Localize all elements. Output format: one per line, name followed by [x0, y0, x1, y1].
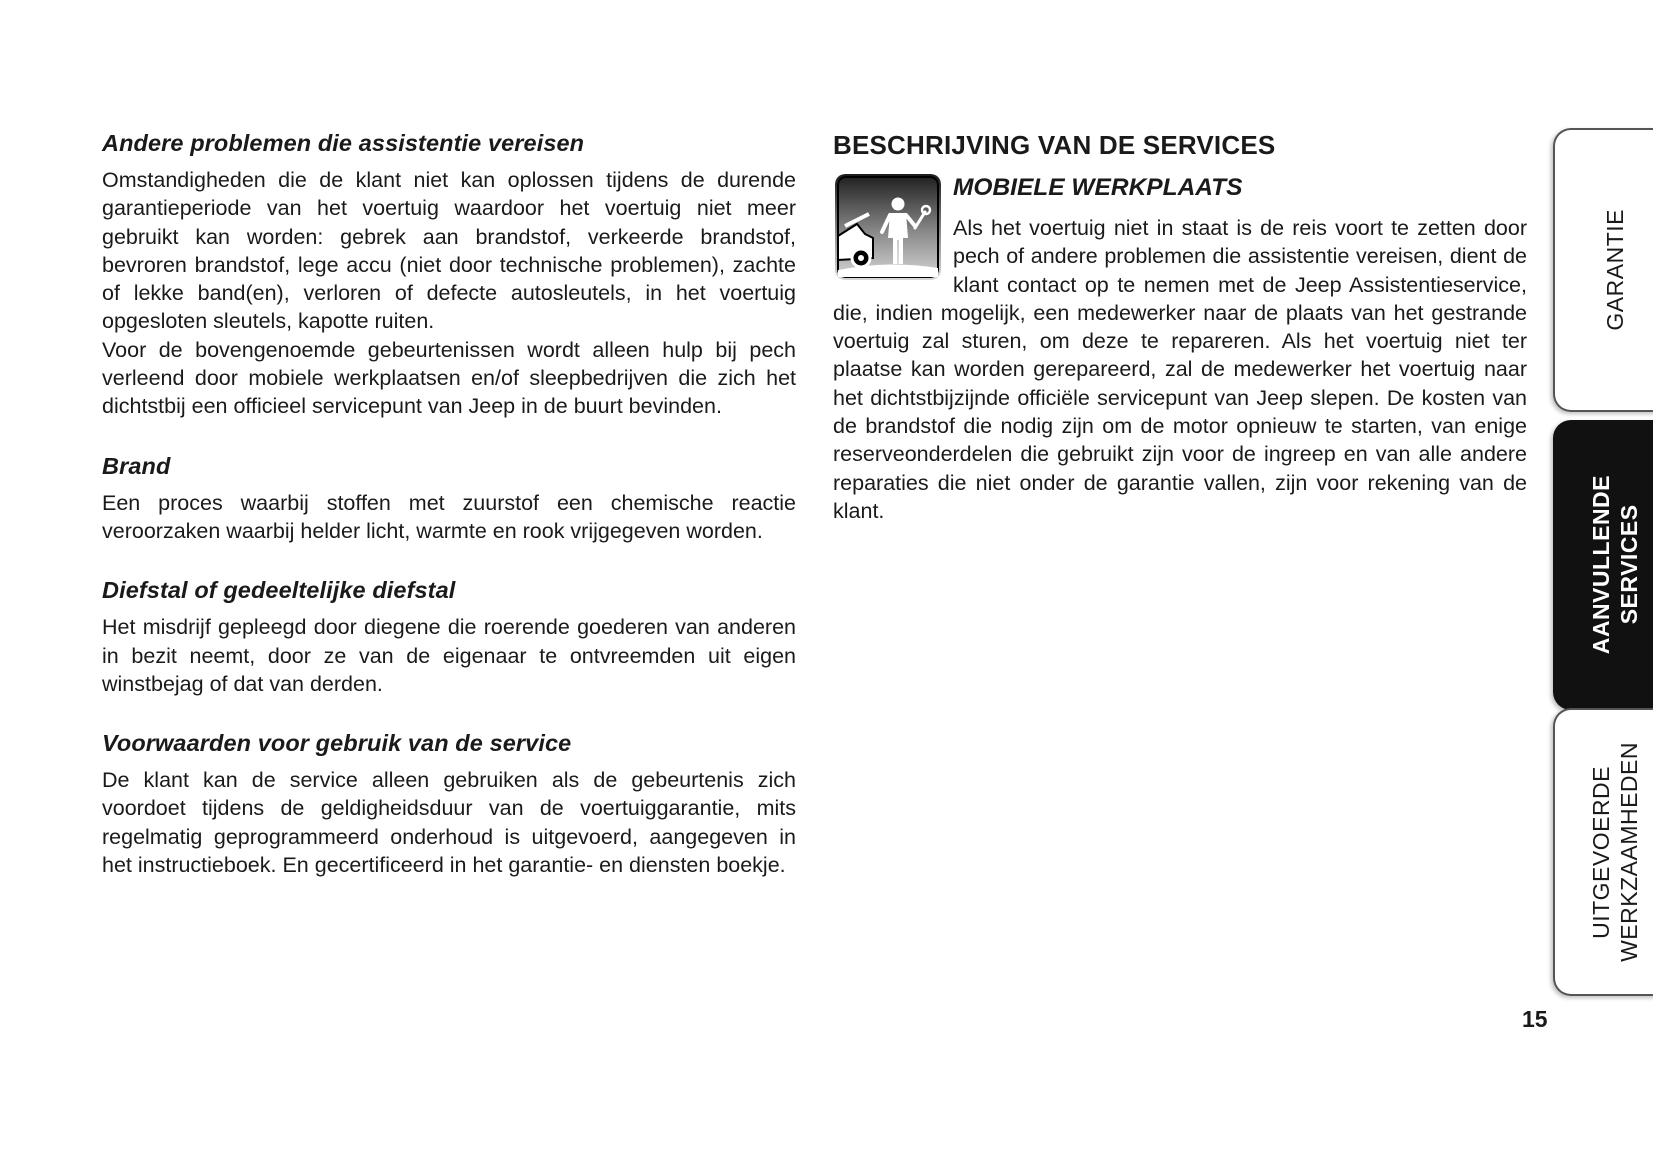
- section-service-conditions: [102, 728, 796, 879]
- section-paragraph: Omstandigheden die de klant niet kan oplossen tijdens de durende garantieperiode van het voertuig waardoor het voertuig niet meer gebruikt kan worden: gebrek aan brandstof, verkeerde brandstof, bevroren brandstof, lege accu (niet door technische problemen), zachte of lekke band(en), verloren of defecte autosleutels, in het voertuig opgesloten sleutels, kapotte ruiten.: [102, 168, 796, 334]
- services-heading: BESCHRIJVING VAN DE SERVICES: [833, 130, 1276, 160]
- section-paragraph: Voor de bovengenoemde gebeurtenissen wordt alleen hulp bij pech verleend door mobiele werkplaatsen en/of sleepbedrijven die zich het dichtstbij een officieel servicepunt van Jeep in de buurt bevinden.: [102, 337, 796, 419]
- section-title: Brand: [102, 452, 171, 479]
- mobile-workshop-section: [833, 172, 1527, 525]
- section-title: Andere problemen die assistentie vereisen: [102, 130, 585, 156]
- tab-uitgevoerde-werkzaamheden[interactable]: [1553, 708, 1653, 996]
- section-title: Diefstal of gedeeltelijke diefstal: [102, 577, 456, 604]
- tab-label: AANVULLENDE SERVICES: [1588, 475, 1642, 655]
- section-theft: [102, 575, 796, 698]
- tab-garantie[interactable]: [1553, 128, 1653, 412]
- right-column: [833, 128, 1527, 525]
- tab-label: GARANTIE: [1602, 209, 1628, 331]
- tab-label: UITGEVOERDE WERKZAAMHEDEN: [1588, 742, 1642, 962]
- section-paragraph: De klant kan de service alleen gebruiken als de gebeurtenis zich voordoet tijdens de geldigheidsduur van de voertuiggarantie, mits regelmatig geprogrammeerd onderhoud is uitgevoerd, aangegeven in het instructieboek. En gecertificeerd in het garantie- en diensten boekje.: [102, 768, 796, 878]
- mechanic-car-repair-icon: [835, 174, 941, 280]
- section-paragraph: Het misdrijf gepleegd door diegene die roerende goederen van anderen in bezit neemt, door ze van de eigenaar te ontvreemden uit eigen winstbejag of dat van derden.: [102, 615, 796, 696]
- left-column: [102, 128, 796, 909]
- page-number: 15: [1522, 1006, 1548, 1032]
- section-title: Voorwaarden voor gebruik van de service: [102, 730, 572, 757]
- section-fire: [102, 451, 796, 546]
- mobile-workshop-paragraph: Als het voertuig niet in staat is de reis voort te zetten door pech of andere problemen die assistentie vereisen, dient de klant contact op te nemen met de Jeep Assistentieservice, die, indien mogelijk, een medewerker naar de plaats van het gestrande voertuig zal sturen, om deze te repareren. Als het voertuig niet ter plaatse kan worden gerepareerd, zal de medewerker het voertuig naar het dichtstbijzijnde officiële servicepunt van Jeep slepen. De kosten van de brandstof die nodig zijn om de motor opnieuw te starten, van enige reserveonderdelen die gebruikt zijn voor de ingreep en van alle andere reparaties die niet onder de garantie vallen, zijn voor rekening van de klant.: [833, 216, 1527, 523]
- mobile-workshop-heading: MOBIELE WERKPLAATS: [953, 174, 1243, 201]
- section-paragraph: Een proces waarbij stoffen met zuurstof een chemische reactie veroorzaken waarbij helder licht, warmte en rook vrijgegeven worden.: [102, 490, 796, 543]
- tab-aanvullende-services[interactable]: [1553, 420, 1653, 710]
- section-assistance-problems: [102, 128, 796, 421]
